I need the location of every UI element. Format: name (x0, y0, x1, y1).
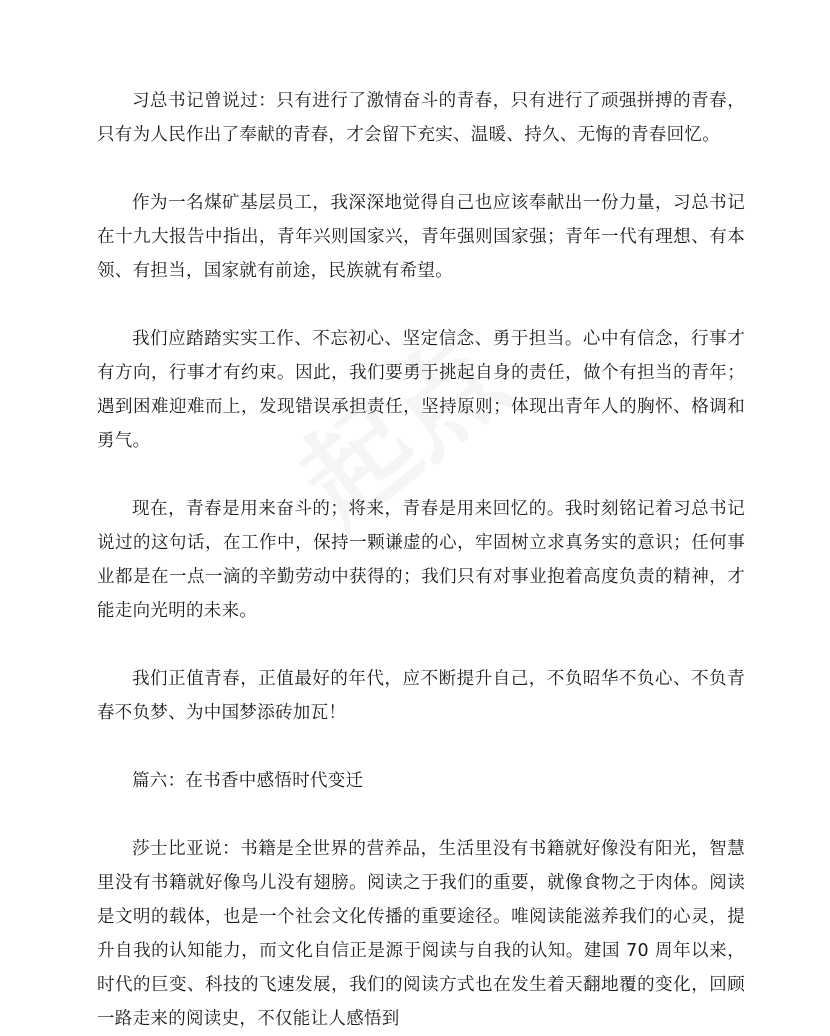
document-body (97, 84, 745, 1036)
paragraph-4: 现在，青春是用来奋斗的；将来，青春是用来回忆的。我时刻铭记着习总书记说过的这句话，在工作中，保持一颗谦虚的心，牢固树立求真务实的意识；任何事业都是在一点一滴的辛勤劳动中获得的；我们只有对事业抱着高度负责的精神，才能走向光明的未来。 (97, 499, 745, 621)
section-heading: 篇六：在书香中感悟时代变迁 (132, 771, 364, 791)
paragraph-gap (97, 798, 745, 832)
paragraph-1: 习总书记曾说过：只有进行了激情奋斗的青春，只有进行了顽强拼搏的青春，只有为人民作出了奉献的青春，才会留下充实、温暖、持久、无悔的青春回忆。 (97, 91, 745, 145)
paragraph-gap (97, 152, 745, 186)
paragraph-2: 作为一名煤矿基层员工，我深深地觉得自己也应该奉献出一份力量，习总书记在十九大报告中指出，青年兴则国家兴，青年强则国家强；青年一代有理想、有本领、有担当，国家就有前途，民族就有希望。 (97, 193, 745, 281)
paragraph-gap (97, 288, 745, 322)
paragraph-5: 我们正值青春，正值最好的年代，应不断提升自己，不负昭华不负心、不负青春不负梦、为中国梦添砖加瓦！ (97, 669, 745, 723)
paragraph-3: 我们应踏踏实实工作、不忘初心、坚定信念、勇于担当。心中有信念，行事才有方向，行事才有约束。因此，我们要勇于挑起自身的责任，做个有担当的青年；遇到困难迎难而上，发现错误承担责任，坚持原则；体现出青年人的胸怀、格调和勇气。 (97, 329, 745, 451)
paragraph-6: 莎士比亚说：书籍是全世界的营养品，生活里没有书籍就好像没有阳光，智慧里没有书籍就好像鸟儿没有翅膀。阅读之于我们的重要，就像食物之于肉体。阅读是文明的载体，也是一个社会文化传播的重要途径。唯阅读能滋养我们的心灵，提升自我的认知能力，而文化自信正是源于阅读与自我的认知。建国 70 周年以来，时代的巨变、科技的飞速发展，我们的阅读方式也在发生着天翻地覆的变化，回顾一路走来的阅读史，不仅能让人感悟到 (97, 839, 745, 1029)
paragraph-gap (97, 458, 745, 492)
paragraph-gap (97, 628, 745, 662)
paragraph-gap (97, 730, 745, 764)
